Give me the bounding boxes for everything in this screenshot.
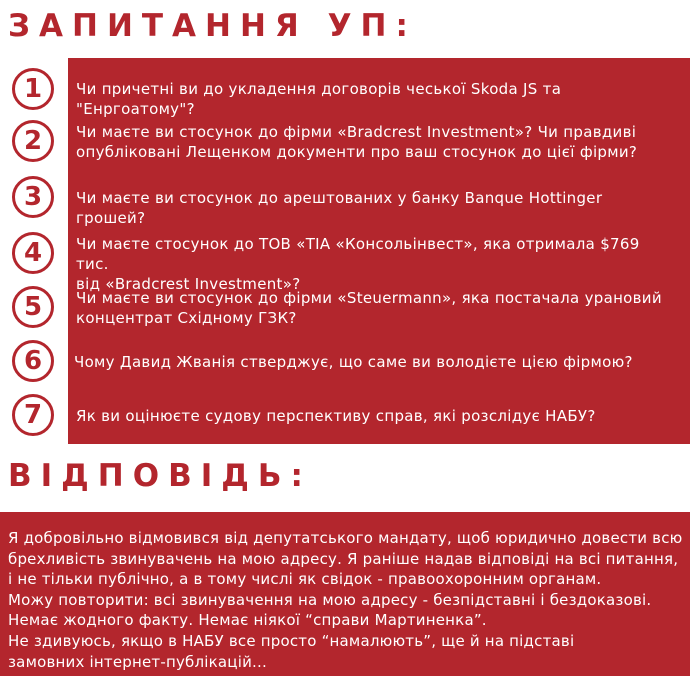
answer-line-1: Я добровільно відмовився від депутатського мандату, щоб юридично довести всю bbox=[8, 529, 683, 547]
question-3-line-1: Чи маєте ви стосунок до арештованих у банку Banque Hottinger грошей? bbox=[76, 189, 603, 227]
question-5-line-1: Чи маєте ви стосунок до фірми «Steuermann», яка постачала урановий bbox=[76, 289, 662, 307]
question-text-7 bbox=[76, 406, 676, 426]
question-text-4 bbox=[76, 234, 676, 294]
question-text-3 bbox=[76, 188, 676, 228]
question-number-5: 5 bbox=[12, 286, 54, 328]
question-number-6: 6 bbox=[12, 340, 54, 382]
question-7-line-1: Як ви оцінюєте судову перспективу справ, які розслідує НАБУ? bbox=[76, 407, 596, 425]
answer-line-4: Можу повторити: всі звинувачення на мою адресу - безпідставні і бездоказові. bbox=[8, 590, 652, 609]
question-text-5 bbox=[76, 288, 676, 328]
question-number-3: 3 bbox=[12, 176, 54, 218]
answer-line-7: замовних інтернет-публікацій... bbox=[8, 652, 267, 671]
question-5-line-2: концентрат Східному ГЗК? bbox=[76, 309, 297, 327]
question-number-7: 7 bbox=[12, 394, 54, 436]
question-text-6 bbox=[74, 352, 674, 372]
answer-line-3: і не тільки публічно, а в тому числі як свідок - правоохоронним органам. bbox=[8, 570, 602, 589]
question-text-2 bbox=[76, 122, 676, 162]
question-text-1 bbox=[76, 79, 676, 119]
answer-line-5: Немає жодного факту. Немає ніякої “справи Мартиненка”. bbox=[8, 611, 487, 630]
question-2-line-1: Чи маєте ви стосунок до фірми «Bradcrest Investment»? Чи правдиві bbox=[76, 123, 637, 141]
question-4-line-1: Чи маєте стосунок до ТОВ «ТІА «Консольінвест», яка отримала $769 тис. bbox=[76, 235, 640, 273]
answer-text bbox=[8, 528, 688, 672]
question-4-line-2: від «Bradcrest Investment»? bbox=[76, 275, 301, 293]
answer-line-2: брехливість звинувачень на мою адресу. Я раніше надав відповіді на всі питання, bbox=[8, 549, 679, 568]
questions-heading: ЗАПИТАННЯ УП: bbox=[8, 8, 417, 44]
question-1-line-1: Чи причетні ви до укладення договорів чеської Skoda JS та "Енргоатому"? bbox=[76, 80, 562, 118]
answer-heading: ВІДПОВІДЬ: bbox=[8, 458, 312, 494]
answer-line-6: Не здивуюсь, якщо в НАБУ все просто “намалюють”, ще й на підставі bbox=[8, 631, 575, 650]
question-2-line-2: опубліковані Лещенком документи про ваш стосунок до цієї фірми? bbox=[76, 143, 638, 161]
question-number-4: 4 bbox=[12, 232, 54, 274]
question-number-1: 1 bbox=[12, 68, 54, 110]
question-number-2: 2 bbox=[12, 120, 54, 162]
question-6-line-1: Чому Давид Жванія стверджує, що саме ви володієте цією фірмою? bbox=[74, 353, 633, 371]
